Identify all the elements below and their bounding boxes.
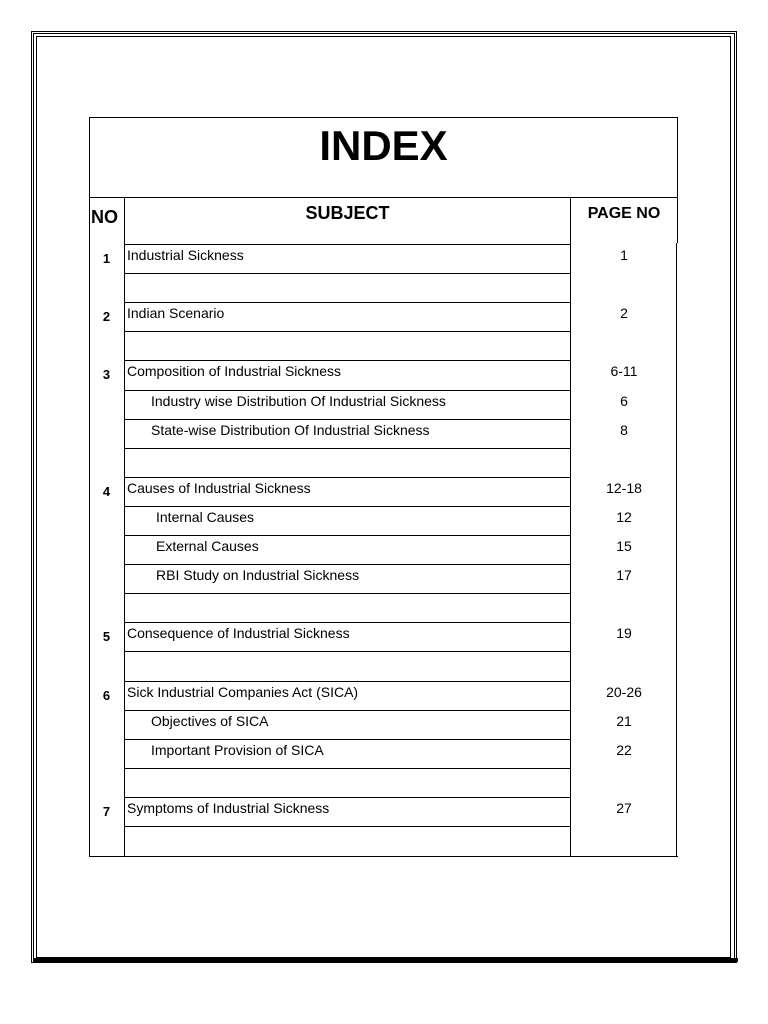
row-page-number: 21	[616, 712, 632, 729]
table-row	[89, 360, 678, 389]
table-row	[89, 273, 678, 302]
row-top-rule	[125, 622, 570, 623]
table-row	[89, 535, 678, 564]
row-page-number: 17	[616, 567, 632, 584]
row-top-rule	[125, 651, 570, 652]
row-top-rule	[125, 710, 570, 711]
row-page-number: 20-26	[606, 683, 642, 700]
index-title: INDEX	[319, 122, 448, 169]
row-subject: Consequence of Industrial Sickness	[127, 625, 350, 642]
row-subject: Symptoms of Industrial Sickness	[127, 799, 330, 816]
table-row	[89, 564, 678, 593]
table-row	[89, 681, 678, 710]
row-page-number: 6	[620, 392, 628, 409]
row-page-number: 8	[620, 421, 628, 438]
row-page-number: 12	[616, 508, 632, 525]
table-row	[89, 797, 678, 826]
row-number: 5	[102, 629, 111, 645]
table-row	[89, 331, 678, 360]
row-page-number: 15	[616, 538, 632, 554]
row-number: 1	[102, 251, 111, 266]
row-subject: Internal Causes	[156, 508, 255, 525]
table-row	[89, 768, 678, 797]
table-row	[89, 506, 678, 535]
table-row	[89, 593, 678, 622]
table-row	[89, 244, 678, 273]
table-row	[89, 477, 678, 506]
row-subject: Composition of Industrial Sickness	[127, 363, 341, 380]
row-page-number: 22	[616, 741, 632, 758]
row-top-rule	[125, 535, 570, 536]
index-title-cell	[89, 117, 678, 197]
row-number: 4	[102, 483, 111, 499]
row-subject: Industrial Sickness	[127, 247, 244, 263]
row-top-rule	[125, 244, 570, 245]
row-subject: Important Provision of SICA	[151, 741, 324, 758]
row-top-rule	[125, 390, 570, 391]
row-page-number: 19	[616, 625, 632, 642]
row-number: 2	[102, 309, 111, 325]
column-header-no: NO	[91, 207, 118, 227]
table-row	[89, 390, 678, 419]
row-top-rule	[125, 593, 570, 594]
table-right-border-top	[677, 197, 678, 243]
row-subject: State-wise Distribution Of Industrial Sickness	[151, 421, 430, 438]
table-row	[89, 302, 678, 331]
row-top-rule	[125, 331, 570, 332]
row-subject: Causes of Industrial Sickness	[127, 479, 311, 496]
row-page-number: 2	[620, 305, 628, 322]
table-row	[89, 448, 678, 477]
row-top-rule	[125, 681, 570, 682]
row-top-rule	[125, 477, 570, 478]
table-row	[89, 826, 678, 855]
table-row	[89, 651, 678, 680]
row-top-rule	[125, 302, 570, 303]
row-subject: Sick Industrial Companies Act (SICA)	[127, 683, 359, 700]
row-top-rule	[125, 768, 570, 769]
row-page-number: 1	[620, 247, 628, 263]
row-subject: Objectives of SICA	[151, 712, 269, 729]
table-row	[89, 622, 678, 651]
index-table	[89, 117, 678, 857]
row-top-rule	[125, 826, 570, 827]
row-subject: External Causes	[156, 538, 259, 554]
row-subject: RBI Study on Industrial Sickness	[156, 567, 360, 584]
row-page-number: 27	[616, 799, 632, 816]
row-top-rule	[125, 419, 570, 420]
row-top-rule	[125, 739, 570, 740]
row-page-number: 12-18	[606, 479, 642, 496]
row-top-rule	[125, 273, 570, 274]
column-header-page: PAGE NO	[587, 205, 661, 222]
row-top-rule	[125, 564, 570, 565]
row-number: 6	[102, 687, 111, 703]
table-bottom-border	[89, 856, 678, 857]
header-divider	[89, 197, 678, 198]
row-number: 7	[102, 803, 111, 819]
row-top-rule	[125, 448, 570, 449]
row-page-number: 6-11	[610, 363, 638, 380]
page-bottom-rule	[33, 958, 738, 962]
table-row	[89, 419, 678, 448]
row-top-rule	[125, 506, 570, 507]
row-top-rule	[125, 360, 570, 361]
row-number: 3	[102, 367, 111, 383]
row-top-rule	[125, 797, 570, 798]
column-header-subject: SUBJECT	[305, 203, 390, 223]
row-subject: Indian Scenario	[127, 305, 225, 322]
row-subject: Industry wise Distribution Of Industrial Sickness	[151, 392, 446, 409]
table-row	[89, 739, 678, 768]
table-row	[89, 710, 678, 739]
